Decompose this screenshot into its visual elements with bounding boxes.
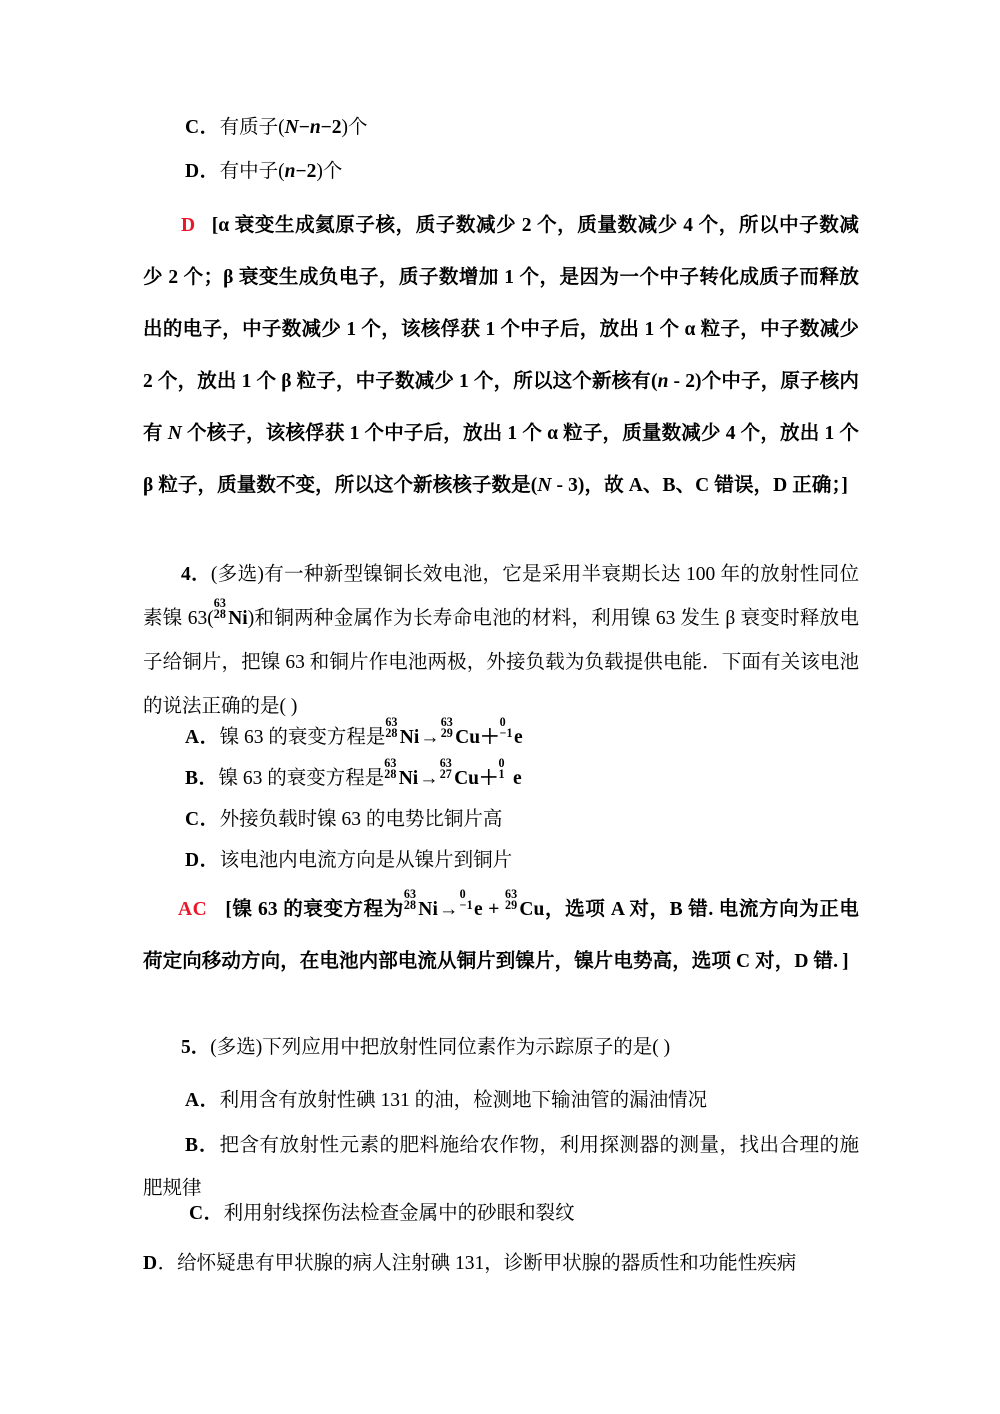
isotope-atomic-number: 27 — [439, 767, 452, 782]
q4-choice-b — [185, 756, 522, 790]
variable-n: n — [657, 371, 669, 392]
q3-choice-d — [185, 155, 342, 183]
isotope-mass-number: 63 — [213, 596, 226, 611]
q4-tag: (多选) — [210, 564, 264, 585]
isotope-atomic-number: 29 — [440, 726, 453, 741]
plus-sign: ＋ — [479, 768, 499, 789]
particle-charge-number: −1 — [499, 726, 513, 741]
q4-stem-part2: )和铜两种金属作为长寿命电池的材料，利用镍 63 发生 β 衰变时释放电子给铜片，把镍 63 和铜片作电池两极，外接负载为负载提供电能．下面有关该电池的说法正确的是( — [143, 608, 859, 717]
q5-stem-end: ) — [663, 1037, 671, 1058]
q3-answer-explanation — [143, 200, 859, 512]
q5-choice-d-text: ．给怀疑患有甲状腺的病人注射碘 131，诊断甲状腺的器质性和功能性疾病 — [157, 1253, 797, 1274]
isotope-cu63 — [439, 756, 480, 791]
q4-choice-a-label: A． — [185, 727, 220, 748]
q3-explanation-rest3: - 3)，故 A、B、C 错误，D 正确； — [551, 475, 842, 496]
q5-choice-c-label: C． — [189, 1203, 224, 1224]
isotope-atomic-number: 28 — [384, 767, 397, 782]
isotope-mass-number: 63 — [403, 887, 417, 902]
plus-sign: + — [482, 899, 505, 920]
q4-choice-d-label: D． — [185, 850, 220, 871]
q5-stem-text: 下列应用中把放射性同位素作为示踪原子的是( — [262, 1037, 659, 1058]
q3-choice-d-label: D． — [185, 161, 220, 182]
q5-number: 5． — [181, 1037, 211, 1058]
particle-symbol: e — [474, 899, 483, 920]
reaction-arrow-icon: → — [419, 768, 439, 789]
isotope-mass-number: 63 — [504, 887, 518, 902]
isotope-symbol: Ni — [399, 727, 420, 748]
isotope-mass-number: 63 — [439, 756, 452, 771]
q4-choice-c — [185, 803, 502, 831]
isotope-atomic-number: 29 — [504, 898, 518, 913]
particle-mass-number: 0 — [459, 887, 466, 902]
q4-choice-a — [185, 715, 523, 749]
q3-choice-c — [185, 111, 368, 139]
q3-explanation-rest2: 个核子，该核俘获 1 个中子后，放出 1 个 α 粒子，质量数减少 4 个，放出 1 个 β 粒子，质量数不变，所以这个新核核子数是( — [143, 423, 859, 496]
reaction-arrow-icon: → — [420, 727, 440, 748]
q5-choice-a-label: A． — [185, 1090, 220, 1111]
q3-choice-c-text: 有质子(N−n−2)个 — [219, 117, 368, 138]
q4-choice-c-text: 外接负载时镍 63 的电势比铜片高 — [219, 809, 503, 830]
variable-n: n — [284, 161, 296, 182]
reaction-arrow-icon: → — [439, 899, 459, 920]
beta-particle — [460, 884, 483, 936]
positron-particle — [498, 756, 522, 791]
q3-choice-d-text: 有中子(n−2)个 — [219, 161, 343, 182]
q5-choice-b-label: B． — [185, 1135, 220, 1156]
isotope-symbol: Ni — [418, 899, 438, 920]
isotope-symbol: Cu — [455, 727, 481, 748]
q4-number: 4． — [181, 564, 211, 585]
q4-choice-b-text: 镍 63 的衰变方程是 — [218, 768, 385, 789]
q5-choice-c — [189, 1197, 575, 1225]
q4-choice-a-text: 镍 63 的衰变方程是 — [219, 727, 386, 748]
isotope-ni63 — [385, 715, 420, 750]
q4-explanation-seg2: ，选项 A 对，B 错. 电流方向为正电荷定向移动方向，在电池内部电流从铜片到镍片，镍片电势高，选项 C 对，D 错. — [143, 899, 860, 972]
variable-N: N — [537, 475, 552, 496]
q4-choice-d-text: 该电池内电流方向是从镍片到铜片 — [219, 850, 513, 871]
q4-choice-c-label: C． — [185, 809, 220, 830]
variable-n: n — [309, 117, 321, 138]
particle-symbol: e — [512, 768, 522, 789]
isotope-mass-number: 63 — [385, 715, 398, 730]
q5-choice-c-text: 利用射线探伤法检查金属中的砂眼和裂纹 — [223, 1203, 575, 1224]
q4-stem — [143, 553, 859, 729]
particle-mass-number: 0 — [499, 715, 506, 730]
q4-stem-part3: ) — [290, 696, 298, 717]
isotope-mass-number: 63 — [440, 715, 453, 730]
q3-answer-key: D — [181, 215, 196, 236]
isotope-symbol: Cu — [519, 899, 545, 920]
isotope-ni63 — [214, 597, 248, 641]
beta-particle — [499, 715, 523, 750]
q4-bracket-close: ] — [842, 951, 849, 972]
q3-explanation-rest1: - 2)个中子，原子核内有 — [143, 371, 859, 444]
q4-choice-d — [185, 844, 512, 872]
q4-answer-explanation — [143, 884, 859, 988]
q4-answer-key: AC — [178, 899, 208, 920]
isotope-cu63 — [440, 715, 481, 750]
particle-charge-number: 1 — [498, 767, 505, 782]
q4-stem-part1: 有一种新型镍铜长效电池，它是采用半衰期长达 100 年的放射性同位素镍 63( — [143, 564, 859, 629]
isotope-symbol: Cu — [454, 768, 480, 789]
isotope-ni63 — [384, 756, 419, 791]
q5-choice-d — [143, 1247, 796, 1275]
isotope-symbol: Ni — [228, 608, 248, 629]
q3-explanation-seg1: α 衰变生成氦原子核，质子数减少 2 个，质量数减少 4 个，所以中子数减少 2 个；β 衰变生成负电子，质子数增加 1 个，是因为一个中子转化成质子而释放出的电子，中子数减少 1 个，该核俘获 1 个中子后，放出 1 个 α 粒子，中子数减少 2 个，放出 1 个 β 粒子，中子数减少 1 个，所以这个新核有( — [143, 215, 859, 392]
q5-stem — [181, 1031, 670, 1059]
isotope-mass-number: 63 — [384, 756, 397, 771]
q5-choice-d-label: D — [143, 1253, 158, 1274]
q5-choice-b-text: 把含有放射性元素的肥料施给农作物，利用探测器的测量，找出合理的施肥规律 — [143, 1135, 859, 1199]
q4-bracket-open: [ — [225, 899, 232, 920]
q4-explanation-seg1: 镍 63 的衰变方程为 — [231, 899, 404, 920]
variable-N: N — [167, 423, 182, 444]
q4-choice-b-label: B． — [185, 768, 219, 789]
particle-charge-number: −1 — [459, 898, 473, 913]
q5-choice-a-text: 利用含有放射性碘 131 的油，检测地下输油管的漏油情况 — [219, 1090, 708, 1111]
isotope-atomic-number: 28 — [213, 607, 226, 622]
particle-mass-number: 0 — [498, 756, 505, 771]
q5-tag: (多选) — [210, 1037, 263, 1058]
isotope-atomic-number: 28 — [385, 726, 398, 741]
isotope-symbol: Ni — [398, 768, 419, 789]
isotope-atomic-number: 28 — [403, 898, 417, 913]
variable-N: N — [284, 117, 299, 138]
isotope-cu63 — [505, 884, 545, 936]
q3-choice-c-label: C． — [185, 117, 220, 138]
q5-choice-a — [185, 1084, 707, 1112]
q3-bracket-close: ] — [841, 475, 848, 496]
isotope-ni63 — [404, 884, 438, 936]
plus-sign: ＋ — [480, 727, 500, 748]
particle-symbol: e — [514, 727, 523, 748]
q3-bracket-open: [ — [211, 215, 219, 236]
